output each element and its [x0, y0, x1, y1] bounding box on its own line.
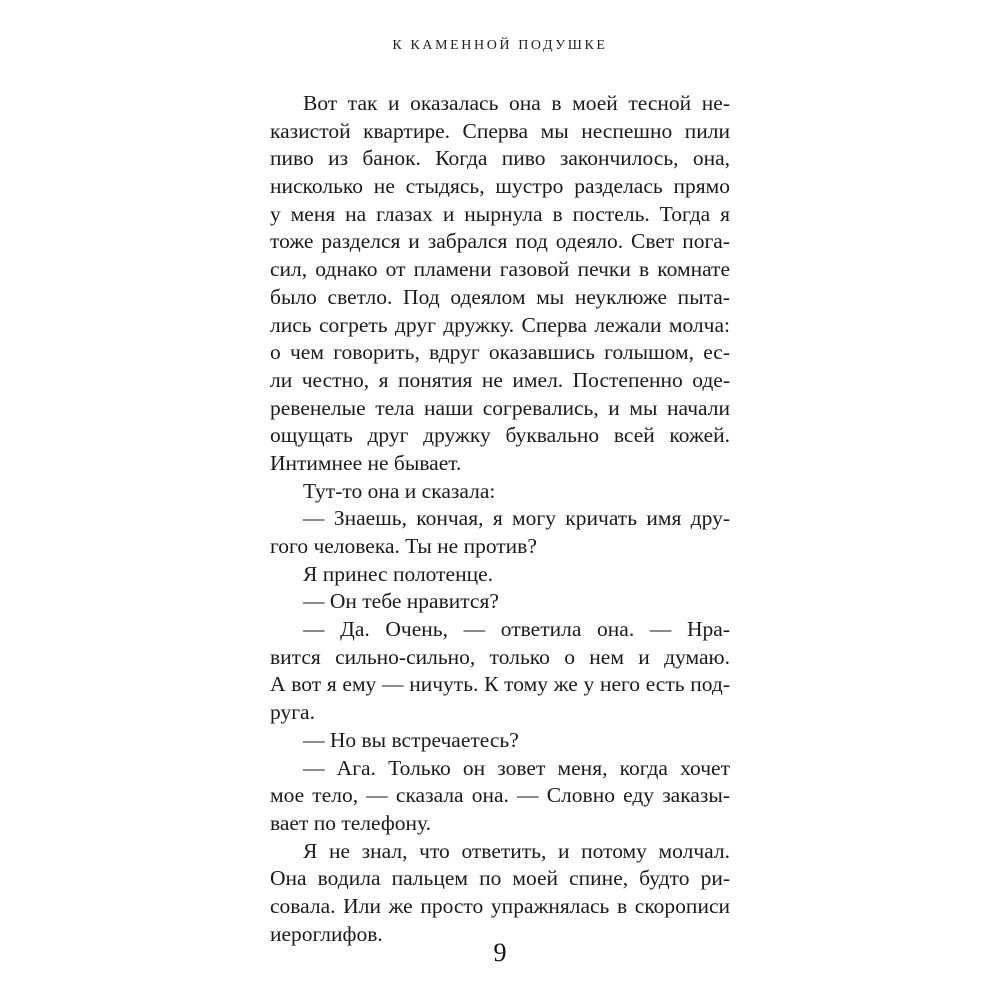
text-line: Вот так и оказалась она в моей тесной не- — [303, 91, 730, 115]
text-line: Я не знал, что ответить, и потому молчал. — [303, 838, 730, 863]
text-line: — Но вы встречаетесь? — [303, 727, 519, 752]
text-line: нисколько не стыдясь, шустро разделась прямо — [270, 174, 730, 199]
text-line: совала. Или же просто упражнялась в скорописи — [270, 893, 730, 918]
text-line: тоже разделся и забрался под одеяло. Свет пога- — [270, 229, 730, 254]
text-line: ревенелые тела наши согревались, и мы начали — [270, 395, 730, 420]
text-line: руга. — [270, 700, 315, 725]
body-text — [270, 90, 730, 948]
text-line: о чем говорить, вдруг оказавшись голышом, ес- — [270, 340, 730, 365]
text-line: — Он тебе нравится? — [303, 589, 499, 614]
text-line: — Ага. Только он зовет меня, когда хочет — [303, 755, 730, 780]
text-line: Интимнее не бывает. — [270, 450, 462, 475]
text-line: вает по телефону. — [270, 810, 431, 835]
text-line: у меня на глазах и нырнула в постель. Тогда я — [270, 201, 730, 226]
text-line: мое тело, — сказала она. — Словно еду заказы- — [270, 783, 730, 808]
text-line: Она водила пальцем по моей спине, будто ри- — [270, 866, 730, 891]
text-line: казистой квартире. Сперва мы неспешно пили — [270, 118, 730, 143]
text-line: гого человека. Ты не против? — [270, 534, 537, 558]
text-line: лись согреть друг дружку. Сперва лежали молча: — [270, 312, 730, 337]
text-line: ощущать друг дружку буквально всей кожей. — [270, 423, 730, 448]
text-line: ли честно, я понятия не имел. Постепенно оде- — [270, 367, 730, 392]
text-line: вится сильно-сильно, только о нем и думаю. — [270, 644, 730, 669]
text-line: — Знаешь, кончая, я могу кричать имя дру- — [303, 506, 730, 531]
text-line: А вот я ему — ничуть. К тому же у него есть под- — [270, 672, 730, 697]
text-line: было светло. Под одеялом мы неуклюже пыта- — [270, 284, 730, 309]
text-line: иероглифов. — [270, 921, 383, 946]
text-line: сил, однако от пламени газовой печки в комнате — [270, 257, 730, 282]
page-number: 9 — [493, 938, 507, 967]
text-line: Я принес полотенце. — [303, 561, 494, 586]
text-line: Тут-то она и сказала: — [303, 478, 496, 503]
text-line: пиво из банок. Когда пиво закончилось, она, — [270, 146, 730, 171]
running-head: К КАМЕННОЙ ПОДУШКЕ — [392, 38, 608, 53]
text-line: — Да. Очень, — ответила она. — Нра- — [303, 617, 730, 642]
